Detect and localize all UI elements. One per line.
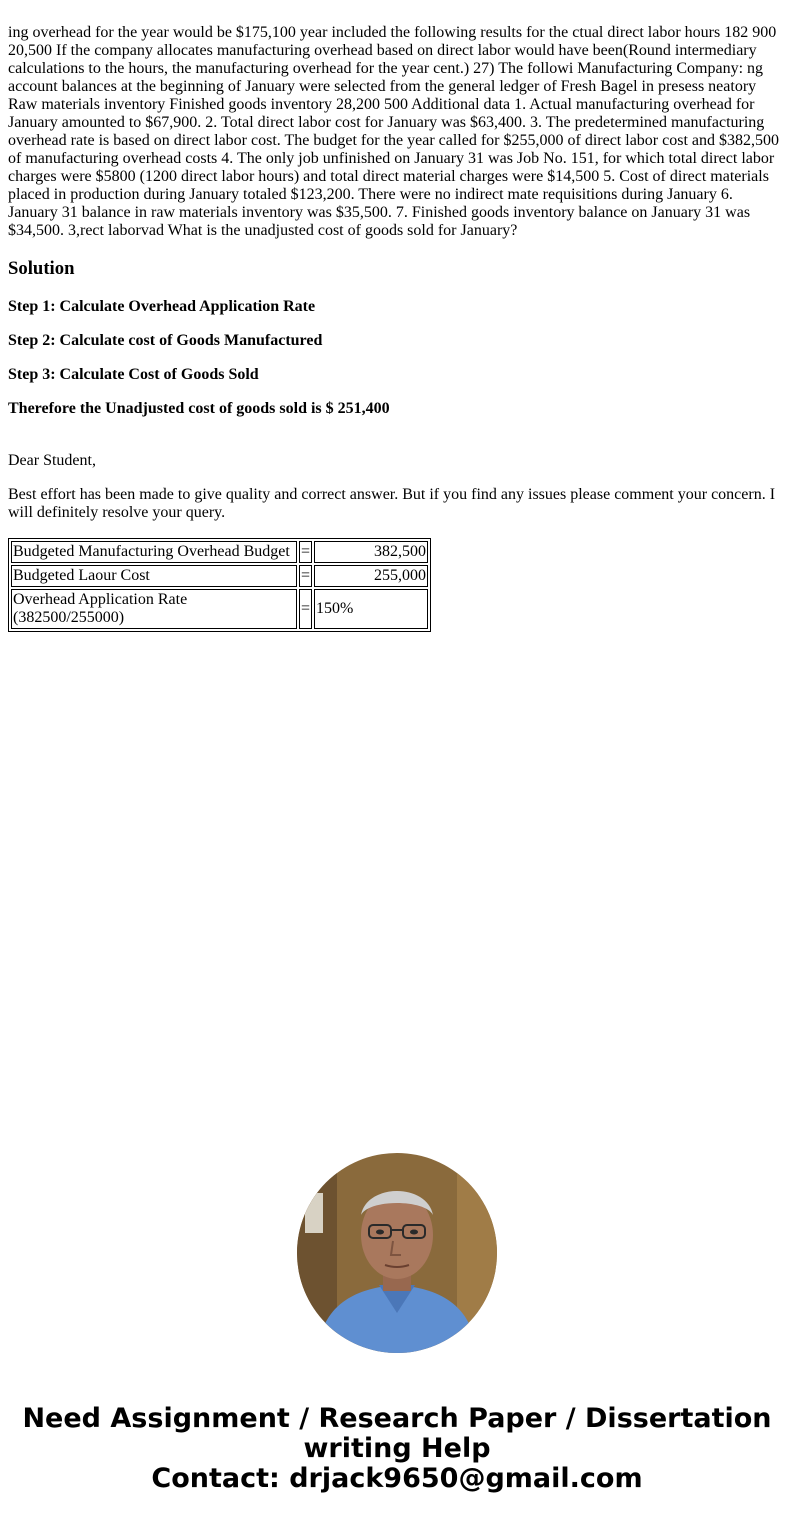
document bbox=[0, 0, 794, 632]
table-row bbox=[11, 589, 428, 629]
row-label: Budgeted Laour Cost bbox=[11, 565, 297, 587]
row-value: 382,500 bbox=[314, 541, 428, 563]
tutor-portrait-icon bbox=[297, 1153, 497, 1353]
question-text: ing overhead for the year would be $175,100 year included the following results for the ctual direct labor hours 182 900 20,500 If the company allocates manufacturing overhead based on direct labor would have been(Round intermediary calculations to the hours, the manufacturing overhead for the year cent.) 27) The followi Manufacturing Company: ng account balances at the beginning of January were selected from the general ledger of Fresh Bagel in presess neatory Raw materials inventory Finished goods inventory 28,200 500 Additional data 1. Actual manufacturing overhead for January amounted to $67,900. 2. Total direct labor cost for January was $63,400. 3. The predetermined manufacturing overhead rate is based on direct labor cost. The budget for the year called for $255,000 of direct labor cost and $382,500 of manufacturing overhead costs 4. The only job unfinished on January 31 was Job No. 151, for which total direct labor charges were $5800 (1200 direct labor hours) and total direct material charges were $14,500 5. Cost of direct materials placed in production during January totaled $123,200. There were no indirect mate requisitions during January 6. January 31 balance in raw materials inventory was $35,500. 7. Finished goods inventory balance on January 31 was $34,500. 3,rect laborvad What is the unadjusted cost of goods sold for January? bbox=[8, 24, 779, 239]
promo-contact: Contact: drjack9650@gmail.com bbox=[151, 1463, 643, 1494]
table-row bbox=[11, 541, 428, 563]
row-value: 150% bbox=[314, 589, 428, 629]
final-answer: Therefore the Unadjusted cost of goods sold is $ 251,400 bbox=[8, 400, 390, 417]
promo-line-2: writing Help bbox=[303, 1433, 491, 1464]
note: Best effort has been made to give quality and correct answer. But if you find any issues please comment your concern. I will definitely resolve your query. bbox=[8, 486, 776, 521]
overhead-rate-table bbox=[8, 538, 431, 632]
greeting: Dear Student, bbox=[8, 452, 96, 469]
row-equals: = bbox=[299, 589, 312, 629]
table-row bbox=[11, 565, 428, 587]
row-value: 255,000 bbox=[314, 565, 428, 587]
step-2: Step 2: Calculate cost of Goods Manufactured bbox=[8, 332, 323, 349]
row-equals: = bbox=[299, 541, 312, 563]
promo-line-1: Need Assignment / Research Paper / Dissertation bbox=[22, 1403, 772, 1434]
row-equals: = bbox=[299, 565, 312, 587]
row-label: Budgeted Manufacturing Overhead Budget bbox=[11, 541, 297, 563]
promo-banner bbox=[0, 1404, 794, 1494]
step-1: Step 1: Calculate Overhead Application Rate bbox=[8, 298, 316, 315]
row-label: Overhead Application Rate (382500/255000) bbox=[11, 589, 297, 629]
solution-heading: Solution bbox=[8, 258, 75, 279]
step-3: Step 3: Calculate Cost of Goods Sold bbox=[8, 366, 259, 383]
